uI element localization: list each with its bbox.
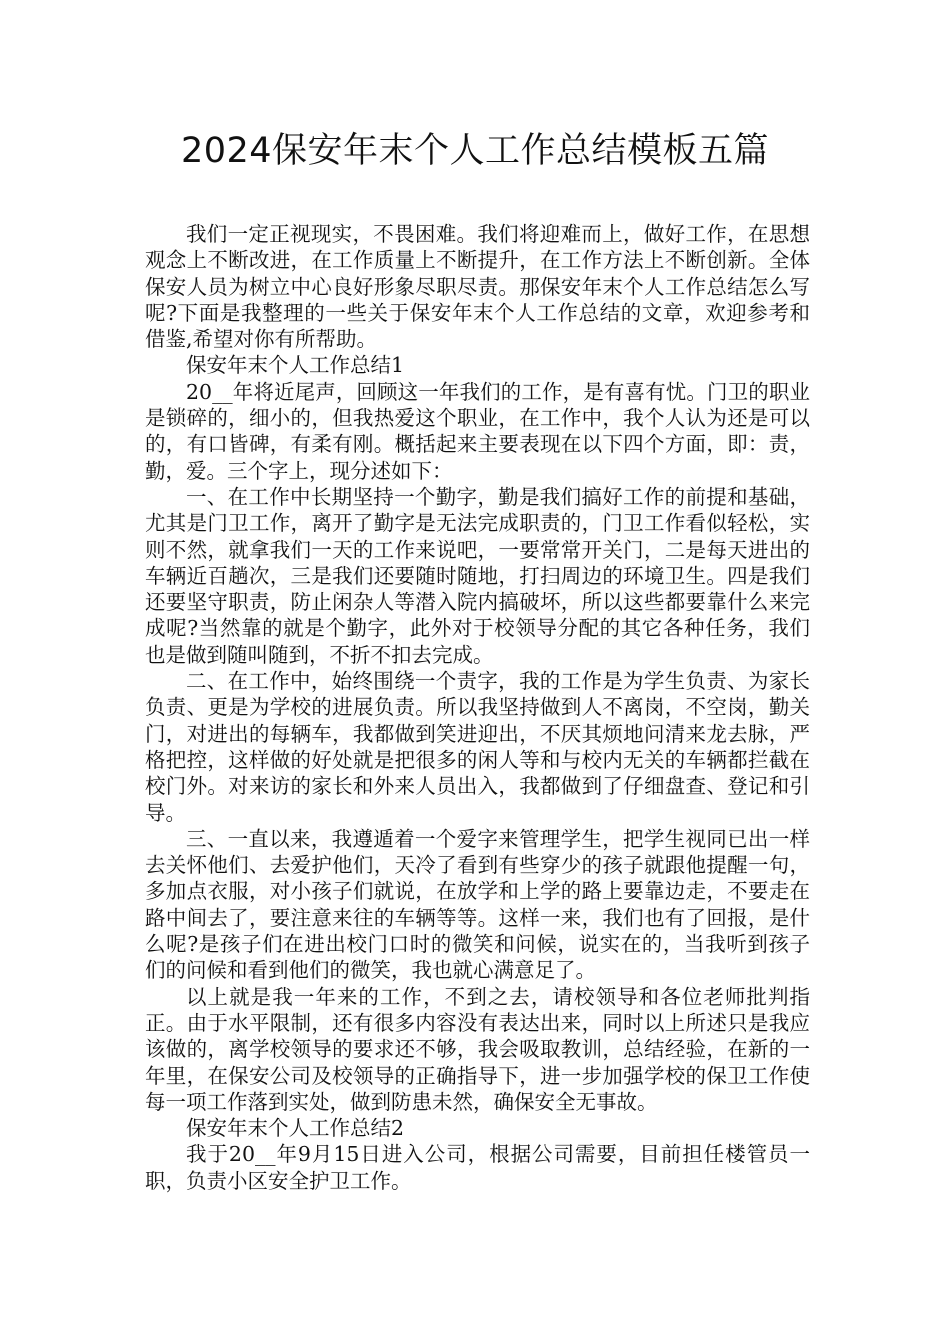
section-heading-1: 保安年末个人工作总结1	[186, 353, 405, 378]
body-paragraph: 我于20__年9月15日进入公司，根据公司需要，目前担任楼管员一职，负责小区安全护卫工作。	[145, 1142, 810, 1193]
section-heading-2: 保安年末个人工作总结2	[186, 1116, 405, 1141]
intro-paragraph: 我们一定正视现实，不畏困难。我们将迎难而上，做好工作，在思想观念上不断改进，在工作质量上不断提升，在工作方法上不断创新。全体保安人员为树立中心良好形象尽职尽责。那保安年末个人工作总结怎么写呢?下面是我整理的一些关于保安年末个人工作总结的文章，欢迎参考和借鉴,希望对你有所帮助。	[145, 222, 810, 352]
document-title: 2024保安年末个人工作总结模板五篇	[180, 131, 770, 171]
body-paragraph: 三、一直以来，我遵遁着一个爱字来管理学生，把学生视同已出一样去关怀他们、去爱护他们，天冷了看到有些穿少的孩子就跟他提醒一句，多加点衣服，对小孩子们就说，在放学和上学的路上要靠边走，不要走在路中间去了，要注意来往的车辆等等。这样一来，我们也有了回报，是什么呢?是孩子们在进出校门口时的微笑和问候，说实在的，当我听到孩子们的问候和看到他们的微笑，我也就心满意足了。	[145, 826, 810, 983]
body-paragraph: 20__年将近尾声，回顾这一年我们的工作，是有喜有忧。门卫的职业是锁碎的，细小的，但我热爱这个职业，在工作中，我个人认为还是可以的，有口皆碑，有柔有刚。概括起来主要表现在以下四个方面，即：责，勤，爱。三个字上，现分述如下：	[145, 379, 810, 483]
body-paragraph: 一、在工作中长期坚持一个勤字，勤是我们搞好工作的前提和基础，尤其是门卫工作，离开了勤字是无法完成职责的，门卫工作看似轻松，实则不然，就拿我们一天的工作来说吧，一要常常开关门，二是每天进出的车辆近百趟次，三是我们还要随时随地，打扫周边的环境卫生。四是我们还要坚守职责，防止闲杂人等潜入院内搞破坏，所以这些都要靠什么来完成呢?当然靠的就是个勤字，此外对于校领导分配的其它各种任务，我们也是做到随叫随到，不折不扣去完成。	[145, 484, 810, 667]
body-paragraph: 二、在工作中，始终围绕一个责字，我的工作是为学生负责、为家长负责、更是为学校的进展负责。所以我坚持做到人不离岗，不空岗，勤关门，对进出的每辆车，我都做到笑进迎出，不厌其烦地问清来龙去脉，严格把控，这样做的好处就是把很多的闲人等和与校内无关的车辆都拦截在校门外。对来访的家长和外来人员出入，我都做到了仔细盘查、登记和引导。	[145, 669, 810, 825]
body-paragraph: 以上就是我一年来的工作，不到之去，请校领导和各位老师批判指正。由于水平限制，还有很多内容没有表达出来，同时以上所述只是我应该做的，离学校领导的要求还不够，我会吸取教训，总结经验，在新的一年里，在保安公司及校领导的正确指导下，进一步加强学校的保卫工作使每一项工作落到实处，做到防患未然，确保安全无事故。	[145, 984, 810, 1114]
document-body	[145, 221, 810, 1194]
